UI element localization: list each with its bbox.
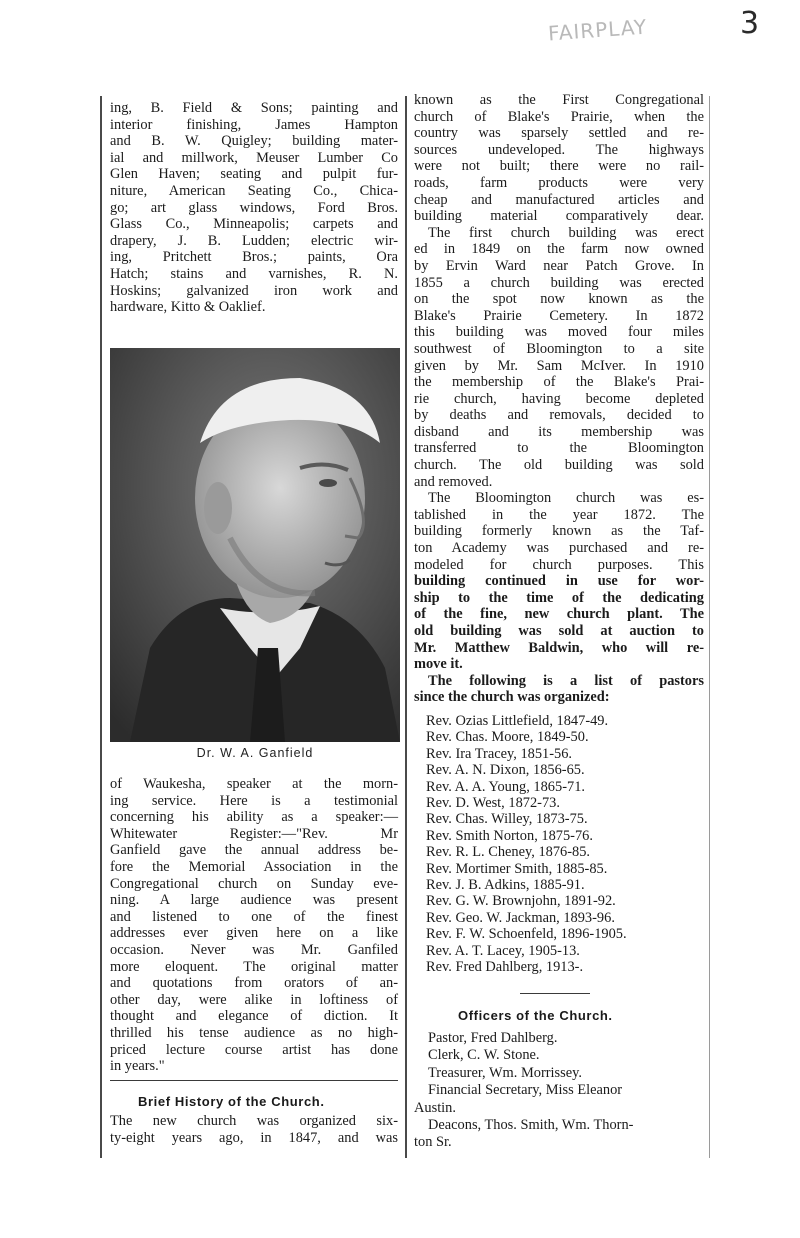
text-line: building material comparatively dear.: [414, 208, 704, 225]
left-column-contractors-text: [110, 100, 398, 316]
text-line: this building was moved four miles: [414, 324, 704, 341]
text-line: and listened to one of the finest: [110, 908, 398, 925]
text-line: cheap and manufactured articles and: [414, 191, 704, 208]
text-line: Hoskins; galvanized iron work and: [110, 282, 398, 299]
portrait-photo: [110, 348, 400, 742]
text-line: The first church building was erect: [428, 224, 704, 241]
text-line: and removed.: [414, 473, 493, 490]
text-line: sources undeveloped. The highways: [414, 141, 704, 158]
text-line: of Waukesha, speaker at the morn-: [110, 776, 398, 792]
text-line: Glass Co., Minneapolis; carpets and: [110, 216, 398, 233]
column-rule-left: [100, 96, 102, 1158]
list-item: Rev. Mortimer Smith, 1885-85.: [426, 860, 608, 877]
list-item: Rev. R. L. Cheney, 1876-85.: [426, 844, 591, 861]
photo-caption: Dr. W. A. Ganfield: [196, 746, 314, 760]
text-line: modeled for church purposes. This: [414, 556, 704, 573]
list-item: Pastor, Fred Dahlberg.: [428, 1030, 558, 1046]
column-rule-right: [709, 96, 710, 1158]
text-line: hardware, Kitto & Oaklief.: [110, 299, 266, 316]
portrait-illustration: [110, 348, 400, 742]
text-line: ning. A large audience was present: [110, 892, 398, 909]
text-line: Blake's Prairie Cemetery. In 1872: [414, 307, 704, 324]
text-line: Ganfield gave the annual address be-: [110, 842, 398, 859]
text-line: church. The old building was sold: [414, 457, 704, 474]
text-line: Whitewater Register:—"Rev. Mr: [110, 825, 398, 842]
text-line: ship to the time of the dedicating: [414, 589, 704, 606]
text-line: disband and its membership was: [414, 423, 704, 440]
list-item: Rev. Ira Tracey, 1851-56.: [426, 745, 573, 762]
list-item: Financial Secretary, Miss Eleanor: [428, 1082, 623, 1099]
list-item: ton Sr.: [414, 1134, 452, 1151]
text-line: the membership of the Blake's Prai-: [414, 374, 704, 391]
text-line: transferred to the Bloomington: [414, 440, 704, 457]
text-line: Congregational church on Sunday eve-: [110, 875, 398, 892]
text-line: ty-eight years ago, in 1847, and was: [110, 1129, 398, 1146]
list-item: Deacons, Thos. Smith, Wm. Thorn-: [428, 1117, 634, 1134]
text-line: thought and elegance of diction. It: [110, 1008, 398, 1025]
column-rule-middle: [405, 96, 407, 1158]
list-item: Rev. F. W. Schoenfeld, 1896-1905.: [426, 926, 627, 943]
text-line: fore the Memorial Association in the: [110, 858, 398, 875]
text-line: rie church, having become depleted: [414, 390, 704, 407]
text-line: ial and millwork, Meuser Lumber Co: [110, 149, 398, 166]
text-line: niture, American Seating Co., Chica-: [110, 182, 398, 199]
text-line: move it.: [414, 656, 463, 673]
text-line: ton Academy was purchased and re-: [414, 540, 704, 557]
text-line: and B. W. Quigley; building mater-: [110, 133, 398, 150]
text-line: southwest of Bloomington to a site: [414, 340, 704, 357]
text-line: since the church was organized:: [414, 689, 610, 706]
text-line: were not built; there were no rail-: [414, 158, 704, 175]
text-line: 1855 a church building was erected: [414, 274, 704, 291]
list-item: Clerk, C. W. Stone.: [428, 1047, 540, 1064]
short-divider: [520, 993, 590, 994]
text-line: other day, were alike in loftiness of: [110, 991, 398, 1008]
text-line: addresses ever given here on a like: [110, 925, 398, 942]
text-line: by Ervin Ward near Patch Grove. In: [414, 257, 704, 274]
list-item: Rev. J. B. Adkins, 1885-91.: [426, 877, 585, 894]
left-column-speaker-text: [110, 776, 398, 1075]
text-line: building formerly known as the Taf-: [414, 523, 704, 540]
text-line: ed in 1849 on the farm now owned: [414, 241, 704, 258]
pastors-list: [426, 713, 706, 976]
text-line: more eloquent. The original matter: [110, 958, 398, 975]
text-line: occasion. Never was Mr. Ganfiled: [110, 941, 398, 958]
text-line: concerning his ability as a speaker:—: [110, 809, 398, 826]
list-item: Rev. G. W. Brownjohn, 1891-92.: [426, 893, 616, 910]
text-line: tablished in the year 1872. The: [414, 506, 704, 523]
list-item: Rev. D. West, 1872-73.: [426, 795, 560, 812]
text-line: of the fine, new church plant. The: [414, 606, 704, 623]
officers-list: [414, 1030, 706, 1152]
left-column-history-text: [110, 1113, 398, 1146]
text-line: The Bloomington church was es-: [428, 490, 704, 507]
text-line: country was sparsely settled and re-: [414, 125, 704, 142]
text-line: in years.": [110, 1058, 165, 1075]
text-line: priced lecture course artist has done: [110, 1041, 398, 1058]
list-item: Rev. Chas. Willey, 1873-75.: [426, 811, 588, 828]
list-item: Rev. Ozias Littlefield, 1847-49.: [426, 713, 609, 729]
text-line: Glen Haven; seating and pulpit fur-: [110, 166, 398, 183]
text-line: old building was sold at auction to: [414, 623, 704, 639]
text-line: The new church was organized six-: [110, 1113, 398, 1129]
list-item: Treasurer, Wm. Morrissey.: [428, 1064, 582, 1081]
list-item: Rev. A. A. Young, 1865-71.: [426, 778, 585, 795]
text-line: ing, B. Field & Sons; painting and: [110, 100, 398, 116]
text-line: Mr. Matthew Baldwin, who will re-: [414, 639, 704, 656]
text-line: ing, Pritchett Bros.; paints, Ora: [110, 249, 398, 266]
section-divider: [110, 1080, 398, 1081]
page-number: 3: [740, 6, 760, 41]
list-item: Austin.: [414, 1099, 456, 1116]
text-line: known as the First Congregational: [414, 92, 704, 108]
text-line: interior finishing, James Hampton: [110, 116, 398, 133]
text-line: ing service. Here is a testimonial: [110, 792, 398, 809]
right-column-history-text: [414, 92, 704, 706]
list-item: Rev. Smith Norton, 1875-76.: [426, 827, 593, 844]
officers-heading: Officers of the Church.: [458, 1008, 613, 1023]
text-line: on the spot now known as the: [414, 291, 704, 308]
list-item: Rev. Fred Dahlberg, 1913-.: [426, 959, 584, 976]
text-line: go; art glass windows, Ford Bros.: [110, 199, 398, 216]
text-line: The following is a list of pastors: [428, 672, 704, 689]
text-line: building continued in use for wor-: [414, 573, 704, 590]
list-item: Rev. Chas. Moore, 1849-50.: [426, 729, 589, 746]
list-item: Rev. A. T. Lacey, 1905-13.: [426, 942, 580, 959]
text-line: by deaths and removals, decided to: [414, 407, 704, 424]
text-line: church of Blake's Prairie, when the: [414, 108, 704, 125]
history-heading: Brief History of the Church.: [138, 1094, 325, 1109]
list-item: Rev. Geo. W. Jackman, 1893-96.: [426, 909, 615, 926]
list-item: Rev. A. N. Dixon, 1856-65.: [426, 762, 585, 779]
text-line: thrilled his tense audience as no high-: [110, 1024, 398, 1041]
handwritten-title: FAIRPLAY: [547, 14, 648, 46]
text-line: drapery, J. B. Ludden; electric wir-: [110, 232, 398, 249]
text-line: given by Mr. Sam McIver. In 1910: [414, 357, 704, 374]
text-line: and quotations from orators of an-: [110, 975, 398, 992]
text-line: Hatch; stains and varnishes, R. N.: [110, 265, 398, 282]
text-line: roads, farm products were very: [414, 174, 704, 191]
